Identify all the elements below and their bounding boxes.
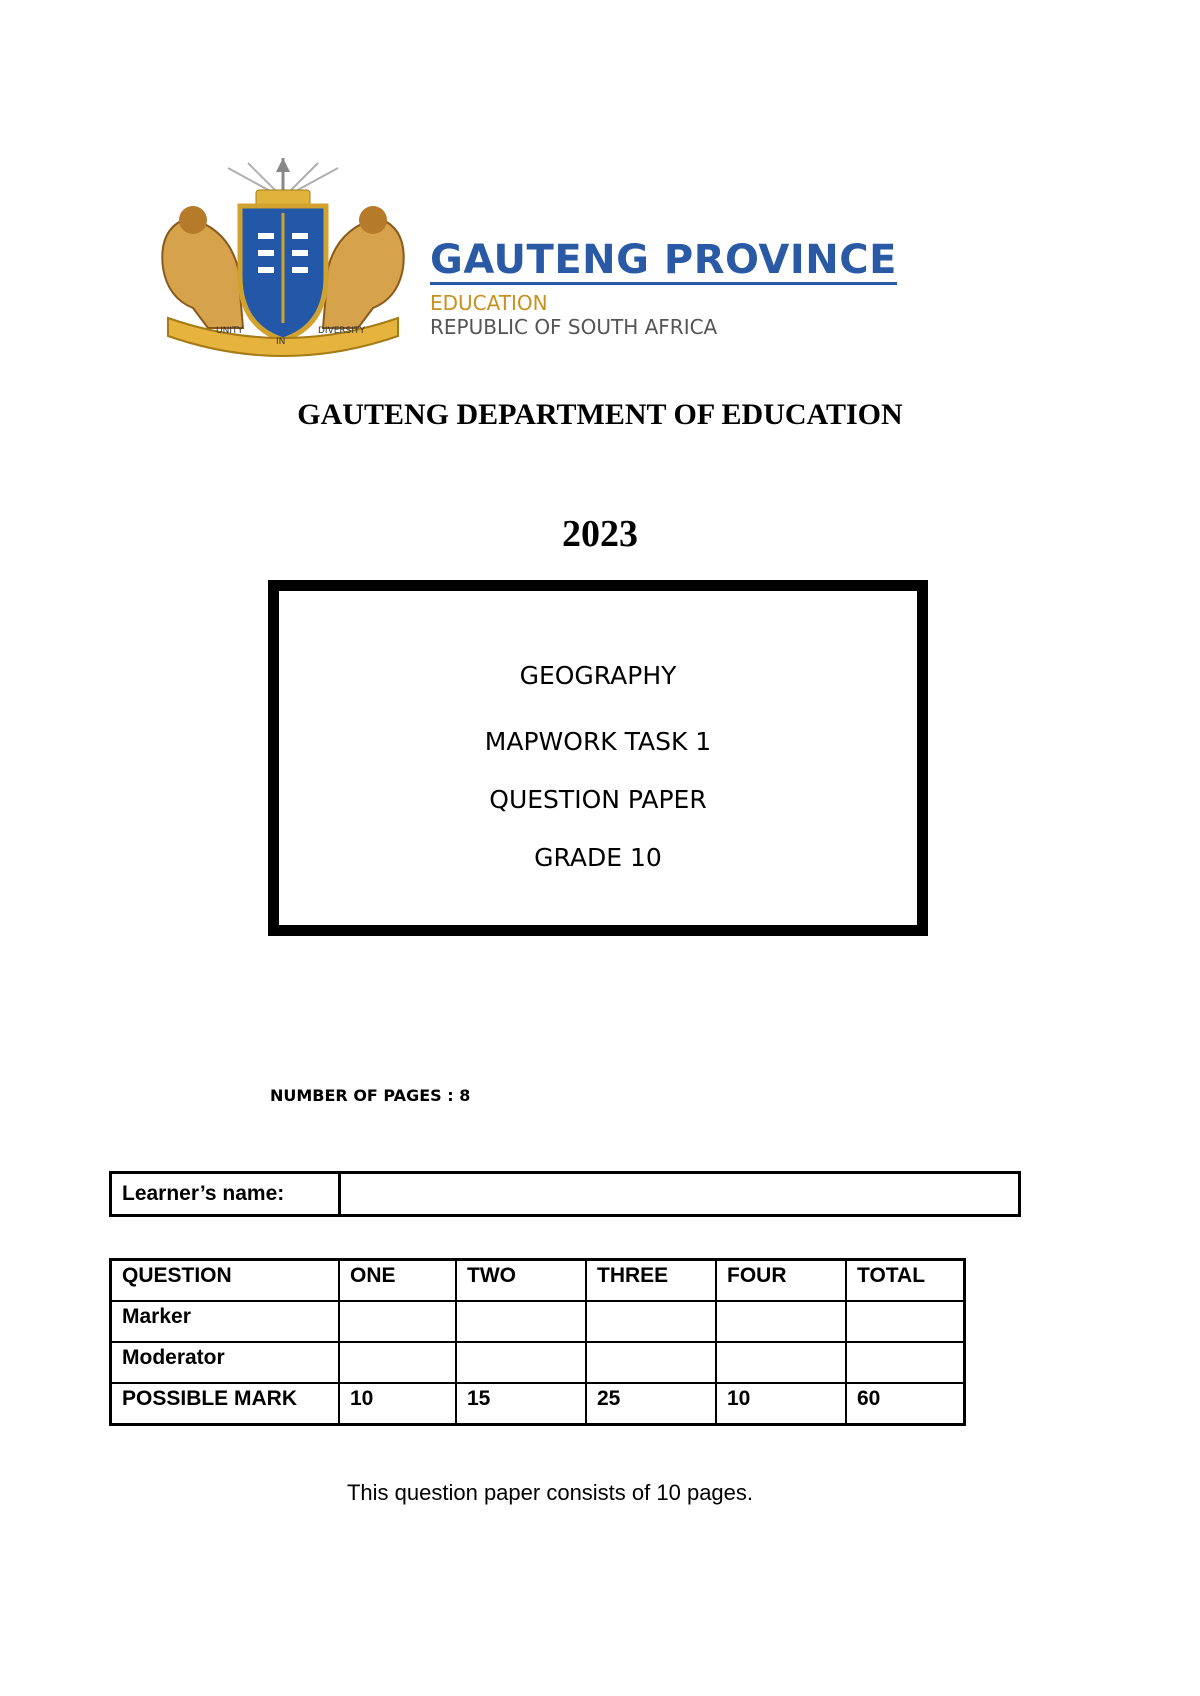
footer-note: This question paper consists of 10 pages. xyxy=(346,1480,754,1505)
marks-table xyxy=(109,1258,966,1426)
moderator-row xyxy=(111,1342,965,1383)
marker-cell[interactable] xyxy=(846,1301,965,1342)
header-cell: TOTAL xyxy=(846,1260,965,1302)
title-box xyxy=(268,580,928,936)
row-label: Marker xyxy=(111,1301,340,1342)
learner-name-label: Learner’s name: xyxy=(111,1173,340,1216)
header-cell: FOUR xyxy=(716,1260,846,1302)
brand-subtitle-country: REPUBLIC OF SOUTH AFRICA xyxy=(430,315,718,339)
motto-right: DIVERSITY xyxy=(318,326,366,336)
brand-block xyxy=(430,237,897,339)
possible-mark-cell: 15 xyxy=(456,1383,586,1425)
grade-label: GRADE 10 xyxy=(534,843,662,872)
moderator-cell[interactable] xyxy=(456,1342,586,1383)
possible-mark-cell: 25 xyxy=(586,1383,716,1425)
possible-mark-cell: 10 xyxy=(339,1383,456,1425)
motto-mid: IN xyxy=(276,337,286,347)
row-label: Moderator xyxy=(111,1342,340,1383)
subject-label: GEOGRAPHY xyxy=(519,661,677,690)
learner-name-table xyxy=(109,1171,1021,1217)
header-cell: ONE xyxy=(339,1260,456,1302)
header-cell: TWO xyxy=(456,1260,586,1302)
marker-cell[interactable] xyxy=(339,1301,456,1342)
learner-name-field[interactable] xyxy=(340,1173,1020,1216)
marker-cell[interactable] xyxy=(586,1301,716,1342)
moderator-cell[interactable] xyxy=(846,1342,965,1383)
number-of-pages: NUMBER OF PAGES : 8 xyxy=(270,1086,471,1105)
department-heading: GAUTENG DEPARTMENT OF EDUCATION xyxy=(297,398,903,431)
possible-mark-cell: 10 xyxy=(716,1383,846,1425)
marks-header-row xyxy=(111,1260,965,1302)
possible-mark-row xyxy=(111,1383,965,1425)
marker-cell[interactable] xyxy=(456,1301,586,1342)
marker-row xyxy=(111,1301,965,1342)
possible-mark-cell: 60 xyxy=(846,1383,965,1425)
moderator-cell[interactable] xyxy=(339,1342,456,1383)
brand-title: GAUTENG PROVINCE xyxy=(430,237,897,283)
motto-left: UNITY xyxy=(216,326,243,336)
row-label: POSSIBLE MARK xyxy=(111,1383,340,1425)
coat-of-arms-logo xyxy=(148,158,418,358)
marker-cell[interactable] xyxy=(716,1301,846,1342)
brand-subtitle-education: EDUCATION xyxy=(430,291,548,315)
moderator-cell[interactable] xyxy=(716,1342,846,1383)
header-cell: THREE xyxy=(586,1260,716,1302)
year-heading: 2023 xyxy=(562,513,638,555)
moderator-cell[interactable] xyxy=(586,1342,716,1383)
paper-label: QUESTION PAPER xyxy=(489,785,707,814)
header-cell: QUESTION xyxy=(111,1260,340,1302)
task-label: MAPWORK TASK 1 xyxy=(484,727,712,756)
